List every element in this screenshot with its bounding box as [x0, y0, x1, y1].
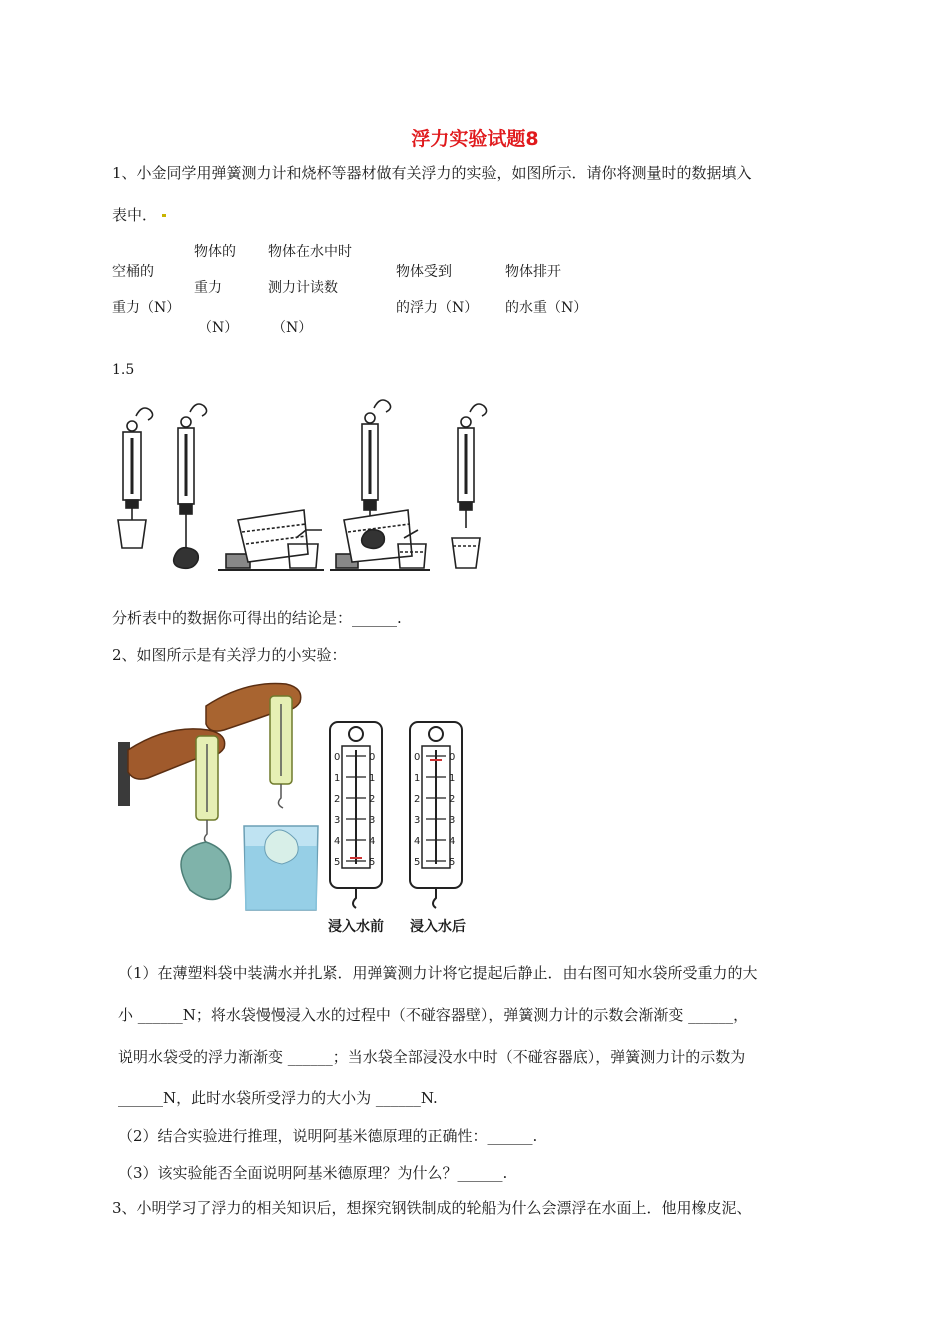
- scale-numeral: 5: [449, 857, 456, 868]
- scale-numeral: 4: [369, 836, 376, 847]
- table-value: 1.5: [112, 362, 135, 378]
- scale-numeral: 1: [369, 773, 376, 784]
- q1-line2: 表中．: [112, 206, 158, 224]
- scale-numeral: 1: [334, 773, 341, 784]
- scale-numeral: 0: [414, 752, 421, 763]
- balance-1: [118, 408, 153, 548]
- scale-numeral: 5: [369, 857, 376, 868]
- scale-numeral: 0: [334, 752, 341, 763]
- q1-conclusion: 分析表中的数据你可得出的结论是：______.: [112, 609, 402, 627]
- q3-line1: 3、小明学习了浮力的相关知识后，想探究钢铁制成的轮船为什么会漂浮在水面上．他用橡皮泥、: [112, 1199, 752, 1217]
- header-buoyancy-l1: 物体受到: [396, 264, 452, 280]
- header-reading-l3: （N）: [272, 320, 313, 336]
- header-reading-l2: 测力计读数: [268, 280, 338, 296]
- header-object-weight-l3: （N）: [198, 320, 239, 336]
- scale-numeral: 4: [334, 836, 341, 847]
- scale-numeral: 1: [449, 773, 456, 784]
- scale-numeral: 1: [414, 773, 421, 784]
- scale-numeral: 3: [334, 815, 341, 826]
- scale-numeral: 2: [449, 794, 456, 805]
- balance-3: [330, 400, 430, 570]
- header-object-weight-l2: 重力: [194, 280, 222, 296]
- scale-numeral: 4: [414, 836, 421, 847]
- overflow-beaker: [218, 510, 324, 570]
- scale-numeral: 4: [449, 836, 456, 847]
- header-displaced-l2: 的水重（N）: [505, 300, 588, 316]
- header-empty-bucket-l1: 空桶的: [112, 264, 154, 280]
- scale-numeral: 3: [369, 815, 376, 826]
- scale-numeral: 5: [334, 857, 341, 868]
- q2-p2: （2）结合实验进行推理，说明阿基米德原理的正确性：______.: [118, 1127, 538, 1145]
- balance-4: [452, 404, 487, 568]
- q1-line1: 1、小金同学用弹簧测力计和烧杯等器材做有关浮力的实验，如图所示．请你将测量时的数据填入: [112, 164, 752, 182]
- scale-numeral: 3: [449, 815, 456, 826]
- q2-p1-l3: 说明水袋受的浮力渐渐变 ______；当水袋全部浸没水中时（不碰容器底），弹簧测力计的示数为: [118, 1048, 746, 1066]
- balance-2: [174, 404, 207, 568]
- q2-p3: （3）该实验能否全面说明阿基米德原理？为什么？______.: [118, 1164, 508, 1182]
- scale-numeral: 0: [449, 752, 456, 763]
- label-after: 浸入水后: [410, 919, 466, 935]
- scale-numeral: 2: [414, 794, 421, 805]
- header-reading-l1: 物体在水中时: [268, 244, 352, 260]
- mark-dot: [162, 214, 166, 217]
- q2-p1-l2: 小 ______N；将水袋慢慢浸入水的过程中（不碰容器壁），弹簧测力计的示数会渐渐变 ______，: [118, 1006, 749, 1024]
- figure-spring-balance-experiment: [108, 398, 528, 574]
- header-object-weight-l1: 物体的: [194, 244, 236, 260]
- scale-numeral: 3: [414, 815, 421, 826]
- header-buoyancy-l2: 的浮力（N）: [396, 300, 479, 316]
- label-before: 浸入水前: [328, 919, 384, 935]
- q2-intro: 2、如图所示是有关浮力的小实验：: [112, 646, 347, 664]
- header-displaced-l1: 物体排开: [505, 264, 561, 280]
- q2-p1-l1: （1）在薄塑料袋中装满水并扎紧．用弹簧测力计将它提起后静止．由右图可知水袋所受重力的大: [118, 964, 758, 982]
- scale-numeral: 2: [369, 794, 376, 805]
- scale-numeral: 5: [414, 857, 421, 868]
- page-title: 浮力实验试题8: [411, 128, 539, 150]
- scale-numeral: 0: [369, 752, 376, 763]
- header-empty-bucket-l2: 重力（N）: [112, 300, 181, 316]
- figure-water-bag-experiment: [118, 676, 478, 946]
- scale-numeral: 2: [334, 794, 341, 805]
- q2-p1-l4: ______N，此时水袋所受浮力的大小为 ______N.: [118, 1089, 438, 1107]
